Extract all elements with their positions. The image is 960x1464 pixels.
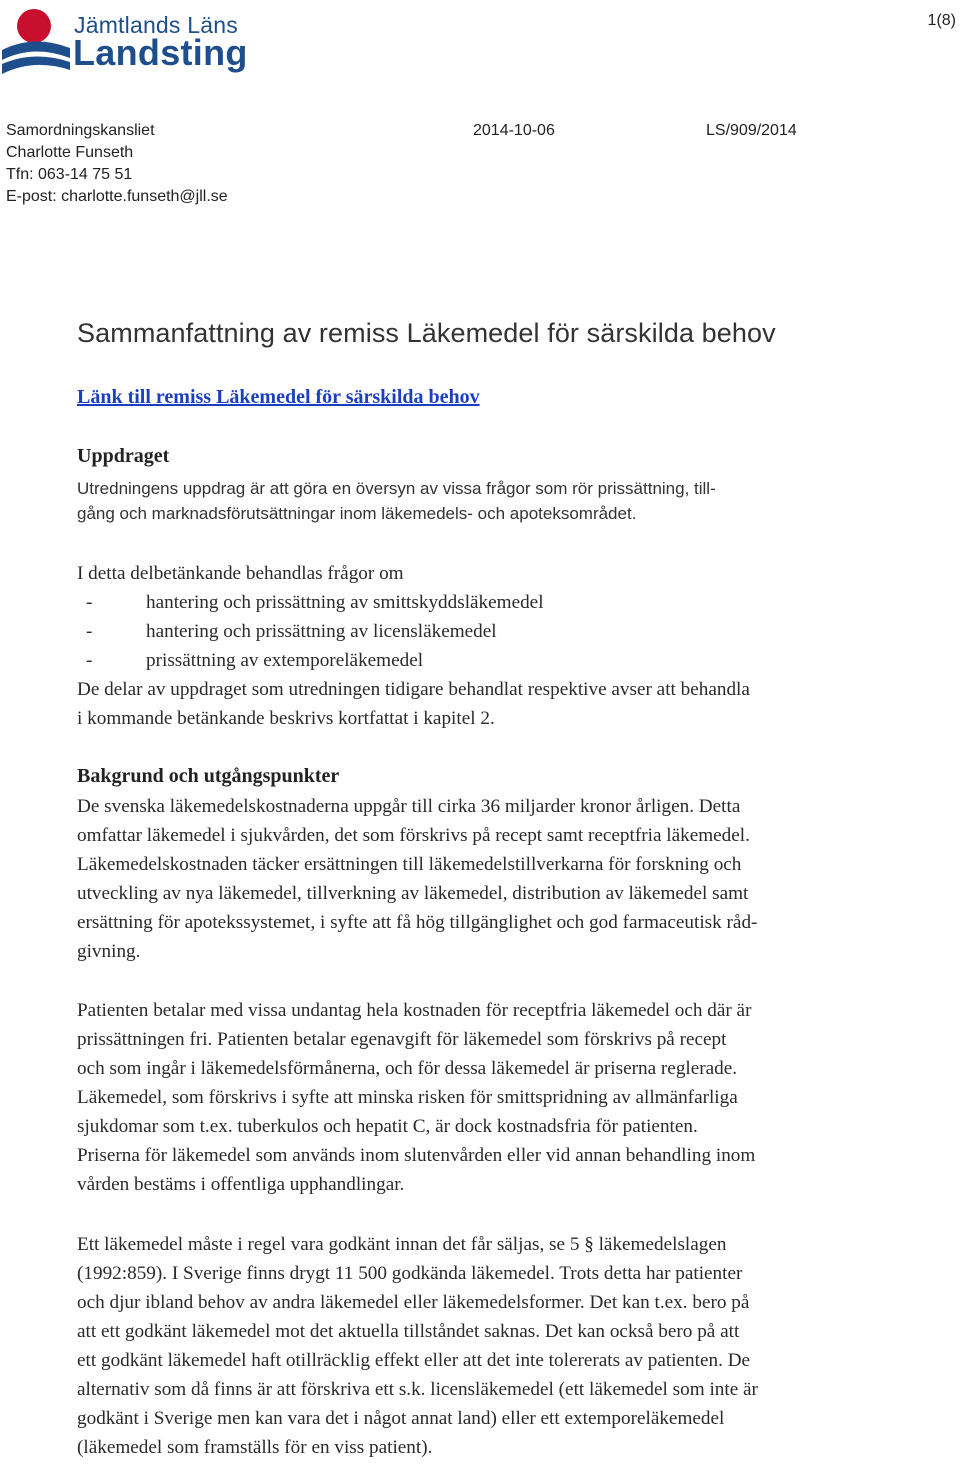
text-line: att ett godkänt läkemedel mot det aktuella tillståndet saknas. Det kan också bero på att <box>77 1321 740 1342</box>
remiss-link[interactable]: Länk till remiss Läkemedel för särskilda behov <box>77 386 480 408</box>
organization-logo <box>0 2 248 76</box>
text-line: utveckling av nya läkemedel, tillverkning av läkemedel, distribution av läkemedel samt <box>77 883 749 904</box>
text-line: givning. <box>77 941 141 962</box>
text-line: (läkemedel som framställs för en viss patient). <box>77 1437 433 1458</box>
text-line: gång och marknadsförutsättningar inom läkemedels- och apoteksområdet. <box>77 504 637 523</box>
bakgrund-paragraph-2 <box>77 996 877 1199</box>
text-line: Läkemedelskostnaden täcker ersättningen till läkemedelstillverkarna för forskning och <box>77 854 742 875</box>
text-line: i kommande betänkande beskrivs kortfattat i kapitel 2. <box>77 708 495 729</box>
list-item <box>77 646 877 675</box>
text-line: De svenska läkemedelskostnaderna uppgår till cirka 36 miljarder kronor årligen. Detta <box>77 796 741 817</box>
text-line: Priserna för läkemedel som används inom slutenvården eller vid annan behandling inom <box>77 1145 756 1166</box>
document-date: 2014-10-06 <box>473 122 555 139</box>
list-item <box>77 617 877 646</box>
text-line: ett godkänt läkemedel haft otillräcklig effekt eller att det inte tolererats av patienten. De <box>77 1350 751 1371</box>
delbetankande-section <box>77 559 877 733</box>
contact-name: Charlotte Funseth <box>6 144 134 161</box>
text-line: (1992:859). I Sverige finns drygt 11 500 godkända läkemedel. Trots detta har patienter <box>77 1263 743 1284</box>
department: Samordningskansliet <box>6 122 155 139</box>
text-line: omfattar läkemedel i sjukvården, det som förskrivs på recept samt receptfria läkemedel. <box>77 825 750 846</box>
text-line: prissättningen fri. Patienten betalar egenavgift för läkemedel som förskrivs på recept <box>77 1029 727 1050</box>
contact-phone: Tfn: 063-14 75 51 <box>6 166 133 183</box>
text-line: De delar av uppdraget som utredningen tidigare behandlat respektive avser att behandla <box>77 679 750 700</box>
uppdraget-paragraph <box>77 476 716 526</box>
contact-email: E-post: charlotte.funseth@jll.se <box>6 188 228 205</box>
page-number: 1(8) <box>927 12 956 29</box>
text-line: ersättning för apotekssystemet, i syfte att få hög tillgänglighet och god farmaceutisk råd- <box>77 912 758 933</box>
text-line: godkänt i Sverige men kan vara det i något annat land) eller ett extemporeläkemedel <box>77 1408 725 1429</box>
logo-emblem-icon <box>0 4 72 76</box>
delbetankande-intro: I detta delbetänkande behandlas frågor om <box>77 563 404 584</box>
list-bullet: - <box>86 650 93 671</box>
list-item <box>77 588 877 617</box>
list-bullet: - <box>86 621 93 642</box>
text-line: vården bestäms i offentliga upphandlingar. <box>77 1174 405 1195</box>
logo-text-line2: Landsting <box>73 32 248 73</box>
text-line: sjukdomar som t.ex. tuberkulos och hepatit C, är dock kostnadsfria för patienten. <box>77 1116 698 1137</box>
logo-text-line1: Jämtlands Läns <box>74 12 238 38</box>
list-item-text: hantering och prissättning av smittskyddsläkemedel <box>146 592 544 613</box>
bakgrund-paragraph-1 <box>77 792 877 966</box>
text-line: och som ingår i läkemedelsförmånerna, och för dessa läkemedel är priserna reglerade. <box>77 1058 738 1079</box>
text-line: och djur ibland behov av andra läkemedel eller läkemedelsformer. Det kan t.ex. bero på <box>77 1292 750 1313</box>
bakgrund-paragraph-3 <box>77 1230 877 1462</box>
list-item-text: prissättning av extemporeläkemedel <box>146 650 424 671</box>
reference-number: LS/909/2014 <box>706 122 797 139</box>
list-bullet: - <box>86 592 93 613</box>
text-line: Ett läkemedel måste i regel vara godkänt innan det får säljas, se 5 § läkemedelslagen <box>77 1234 727 1255</box>
page-title: Sammanfattning av remiss Läkemedel för särskilda behov <box>77 318 776 348</box>
text-line: alternativ som då finns är att förskriva ett s.k. licensläkemedel (ett läkemedel som inte är <box>77 1379 758 1400</box>
list-item-text: hantering och prissättning av licensläkemedel <box>146 621 497 642</box>
text-line: Utredningens uppdrag är att göra en översyn av vissa frågor som rör prissättning, till- <box>77 479 716 498</box>
heading-uppdraget: Uppdraget <box>77 445 170 467</box>
text-line: Läkemedel, som förskrivs i syfte att minska risken för smittspridning av allmänfarliga <box>77 1087 738 1108</box>
heading-bakgrund: Bakgrund och utgångspunkter <box>77 765 340 787</box>
text-line: Patienten betalar med vissa undantag hela kostnaden för receptfria läkemedel och där är <box>77 1000 752 1021</box>
